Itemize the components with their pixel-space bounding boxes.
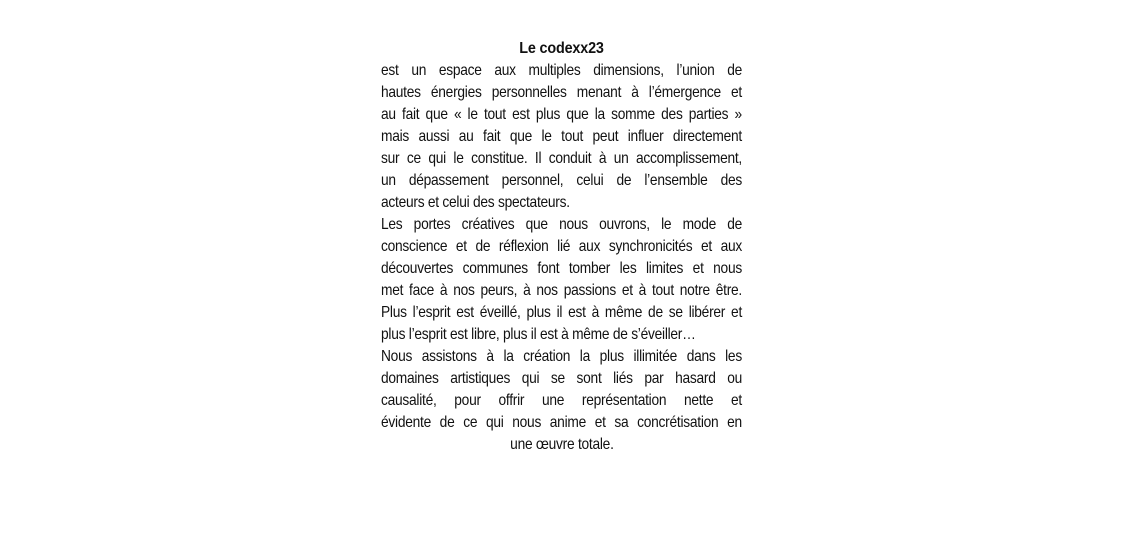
text-line: acteurs et celui des spectateurs. [381, 194, 570, 211]
text-line: conscience et de réflexion lié aux synchronicités et aux [381, 238, 743, 255]
text-line: plus l’esprit est libre, plus il est à même de s’éveiller… [381, 326, 696, 343]
document [381, 38, 742, 456]
text-line: une œuvre totale. [509, 436, 614, 453]
text-line: met face à nos peurs, à nos passions et à tout notre être. [381, 282, 743, 299]
text-line: Plus l’esprit est éveillé, plus il est à même de se libérer et [381, 304, 743, 321]
text-line: évidente de ce qui nous anime et sa concrétisation en [381, 414, 742, 431]
text-line: sur ce qui le constitue. Il conduit à un accomplissement, [381, 150, 742, 167]
document-body [381, 60, 742, 456]
text-line: découvertes communes font tomber les limites et nous [381, 260, 742, 277]
text-line: est un espace aux multiples dimensions, l’union de [381, 62, 743, 79]
text-line: mais aussi au fait que le tout peut influer directement [381, 128, 742, 145]
document-title: Le codexx23 [519, 40, 604, 57]
text-line: Nous assistons à la création la plus illimitée dans les [381, 348, 742, 365]
text-line: domaines artistiques qui se sont liés par hasard ou [381, 370, 743, 387]
text-line: causalité, pour offrir une représentation nette et [381, 392, 742, 409]
text-line: au fait que « le tout est plus que la somme des parties » [381, 106, 742, 123]
text-line: un dépassement personnel, celui de l’ensemble des [381, 172, 742, 189]
text-line: hautes énergies personnelles menant à l’émergence et [381, 84, 742, 101]
text-line: Les portes créatives que nous ouvrons, le mode de [381, 216, 743, 233]
